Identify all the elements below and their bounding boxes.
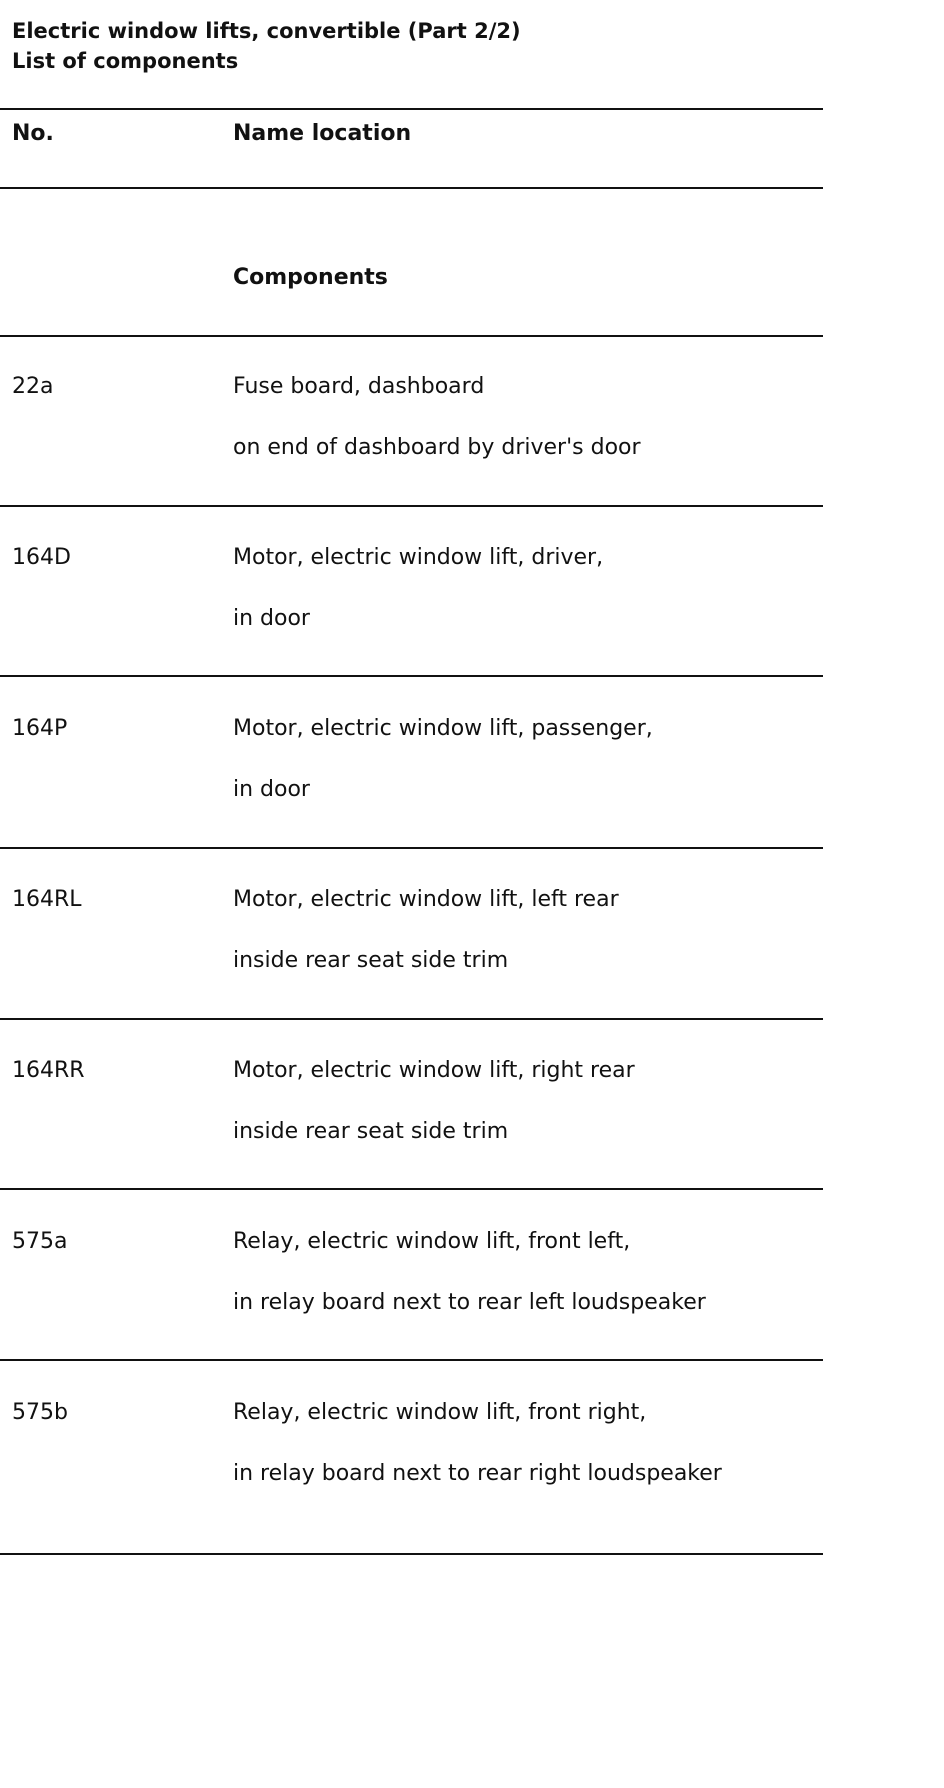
component-location: inside rear seat side trim	[233, 1119, 509, 1144]
header-bottom-rule	[0, 187, 823, 189]
component-location: in relay board next to rear left loudspeaker	[233, 1290, 706, 1315]
row-divider	[0, 1188, 823, 1190]
row-divider	[0, 1359, 823, 1361]
table-top-rule	[0, 108, 823, 110]
component-name: Relay, electric window lift, front left,	[233, 1229, 631, 1254]
document-title-line1: Electric window lifts, convertible (Part 2/2)	[12, 19, 521, 43]
column-header-name-location: Name location	[233, 121, 412, 146]
component-location: in door	[233, 606, 310, 631]
document-title	[12, 16, 521, 76]
section-bottom-rule	[0, 335, 823, 337]
component-name: Fuse board, dashboard	[233, 374, 485, 399]
row-divider	[0, 847, 823, 849]
column-header-no: No.	[12, 121, 54, 146]
document-subtitle: List of components	[12, 49, 239, 73]
row-divider	[0, 675, 823, 677]
component-location: in relay board next to rear right loudspeaker	[233, 1461, 722, 1486]
component-number: 164P	[12, 716, 68, 741]
component-number: 575a	[12, 1229, 68, 1254]
component-name: Motor, electric window lift, driver,	[233, 545, 604, 570]
row-divider	[0, 1018, 823, 1020]
component-location: inside rear seat side trim	[233, 948, 509, 973]
component-number: 164RL	[12, 887, 82, 912]
component-name: Motor, electric window lift, left rear	[233, 887, 619, 912]
component-number: 164RR	[12, 1058, 85, 1083]
component-location: in door	[233, 777, 310, 802]
component-name: Motor, electric window lift, right rear	[233, 1058, 635, 1083]
table-bottom-rule	[0, 1553, 823, 1555]
section-heading-components: Components	[233, 265, 388, 290]
component-number: 164D	[12, 545, 71, 570]
component-number: 22a	[12, 374, 54, 399]
component-name: Motor, electric window lift, passenger,	[233, 716, 653, 741]
component-name: Relay, electric window lift, front right,	[233, 1400, 647, 1425]
component-location: on end of dashboard by driver's door	[233, 435, 641, 460]
component-number: 575b	[12, 1400, 68, 1425]
row-divider	[0, 505, 823, 507]
